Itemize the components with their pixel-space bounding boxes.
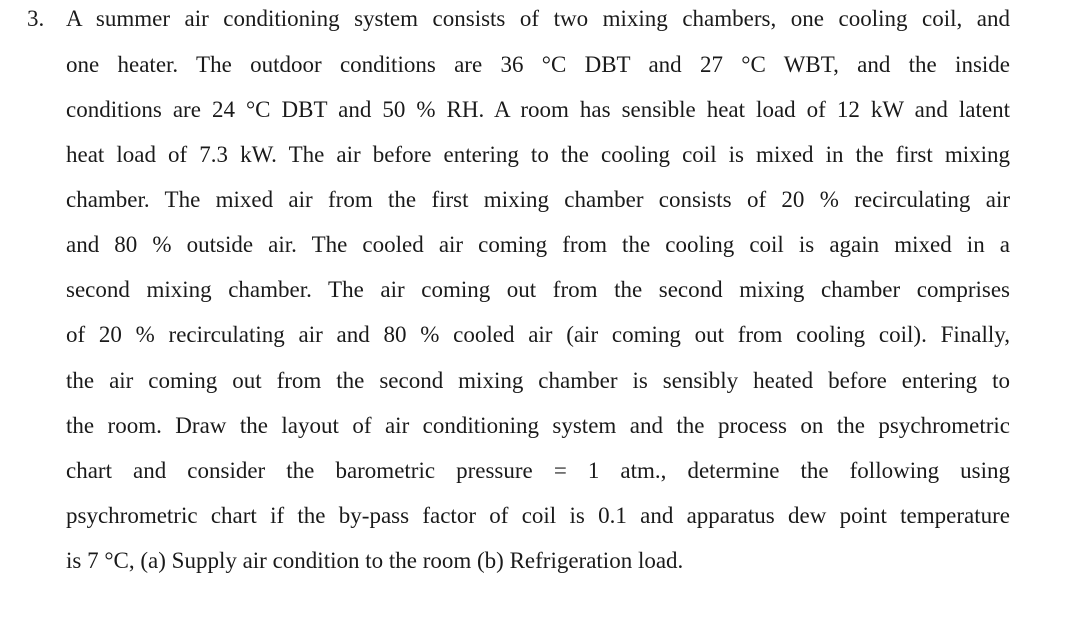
problem-text-line: chamber. The mixed air from the first mixing chamber consists of 20 % recirculating air <box>66 187 1010 212</box>
problem-text-line: the room. Draw the layout of air conditioning system and the process on the psychrometric <box>66 413 1010 438</box>
problem-text-line: of 20 % recirculating air and 80 % cooled air (air coming out from cooling coil). Finally, <box>66 322 1010 347</box>
problem-text-line: is 7 °C, (a) Supply air condition to the room (b) Refrigeration load. <box>66 548 684 573</box>
problem-text-line: psychrometric chart if the by-pass factor of coil is 0.1 and apparatus dew point temperature <box>66 503 1010 528</box>
problem-text-line: heat load of 7.3 kW. The air before entering to the cooling coil is mixed in the first mixing <box>66 142 1010 167</box>
problem-text-line: and 80 % outside air. The cooled air coming from the cooling coil is again mixed in a <box>66 232 1010 257</box>
problem-text-line: chart and consider the barometric pressure = 1 atm., determine the following using <box>66 458 1010 483</box>
problem-text-line: one heater. The outdoor conditions are 36 °C DBT and 27 °C WBT, and the inside <box>66 52 1010 77</box>
problem-text-line: second mixing chamber. The air coming out from the second mixing chamber comprises <box>66 277 1010 302</box>
problem-text-line: the air coming out from the second mixing chamber is sensibly heated before entering to <box>66 368 1010 393</box>
problem-text-line: conditions are 24 °C DBT and 50 % RH. A room has sensible heat load of 12 kW and latent <box>66 97 1010 122</box>
problem-number: 3. <box>27 6 45 31</box>
problem-text-line: A summer air conditioning system consists of two mixing chambers, one cooling coil, and <box>66 6 1010 31</box>
